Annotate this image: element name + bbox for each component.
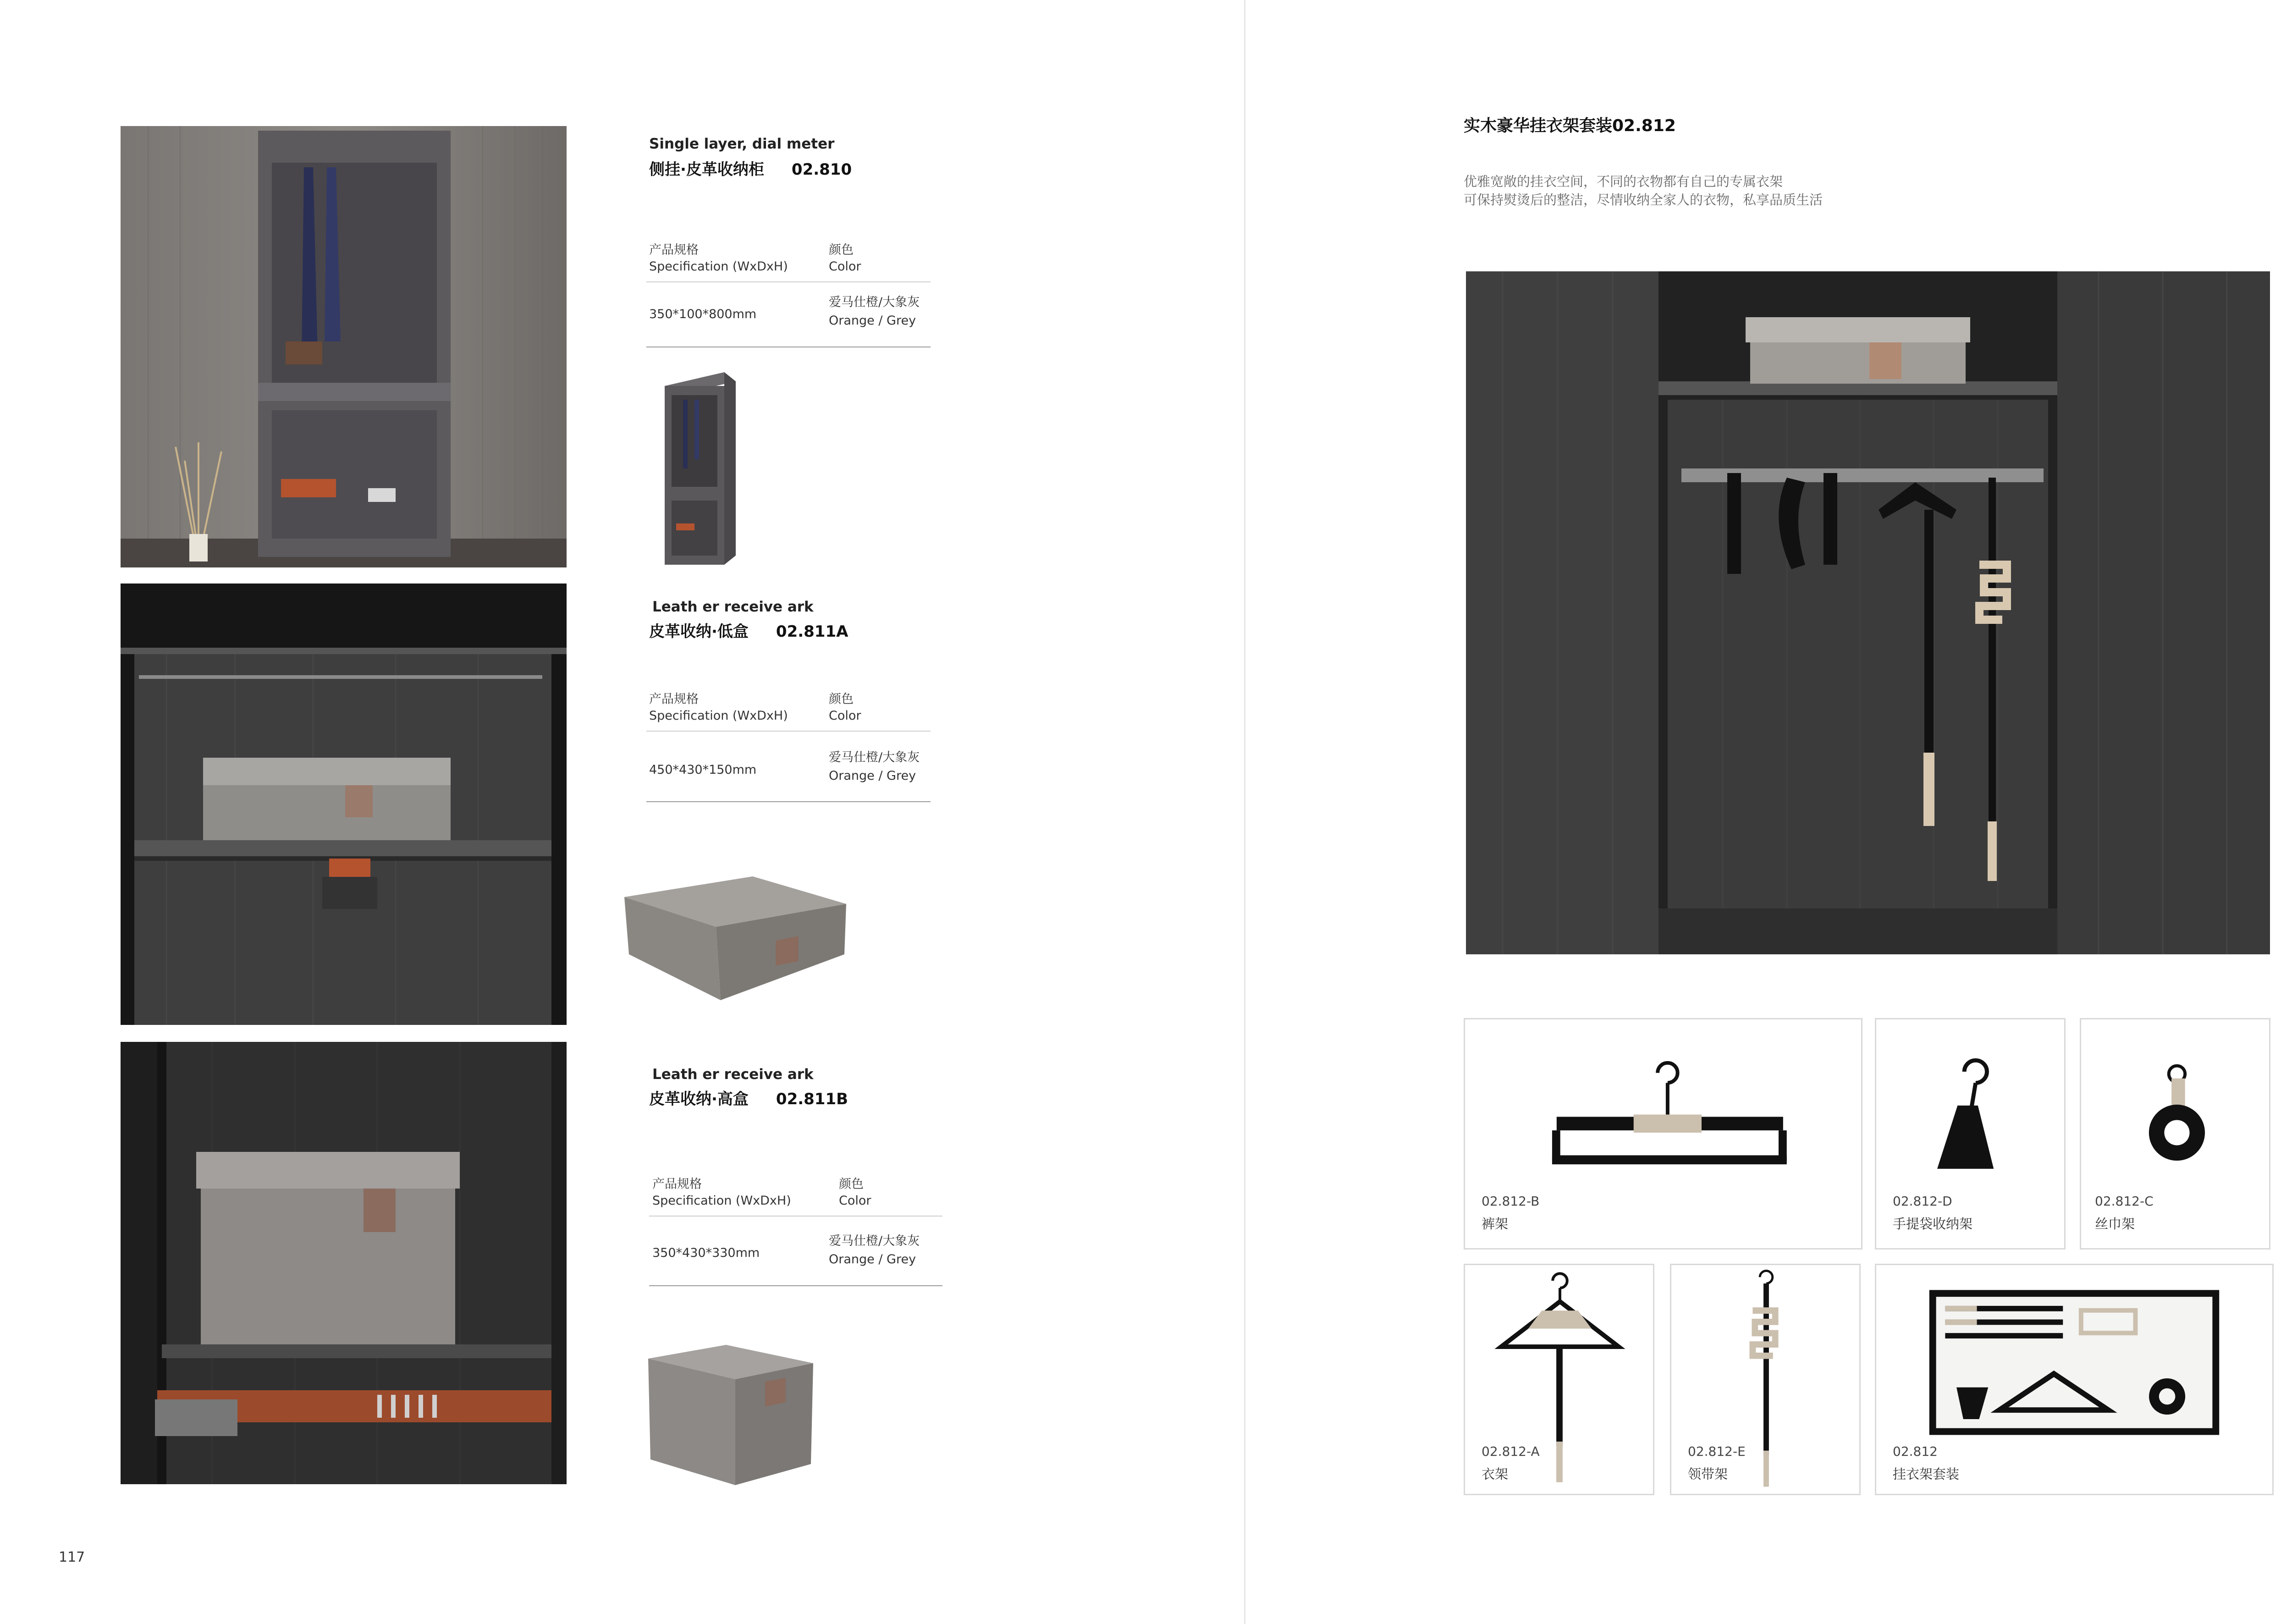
spec-color-en: Orange / Grey bbox=[829, 769, 916, 783]
spec-color bbox=[829, 293, 920, 330]
photo-side-hanging-cabinet bbox=[121, 126, 567, 567]
description-line: 优雅宽敞的挂衣空间，不同的衣物都有自己的专属衣架 bbox=[1464, 174, 1783, 189]
product-cn-name: 皮革收纳·高盒 bbox=[649, 1090, 749, 1108]
product-cn-title bbox=[649, 1086, 848, 1109]
color-label bbox=[829, 242, 861, 275]
color-label-en: Color bbox=[829, 259, 861, 274]
spec-label bbox=[652, 1176, 791, 1209]
item-name: 衣架 bbox=[1482, 1466, 1509, 1482]
photo-tall-box bbox=[121, 1042, 567, 1484]
spec-color bbox=[829, 1232, 920, 1269]
item-code: 02.812-D bbox=[1893, 1194, 1952, 1209]
product-code: 02.811B bbox=[776, 1090, 848, 1108]
spec-label-cn: 产品规格 bbox=[652, 1177, 702, 1191]
coat-hanger-icon bbox=[1465, 1265, 1653, 1494]
product-code: 02.811A bbox=[776, 622, 848, 641]
spec-label-en: Specification (WxDxH) bbox=[649, 259, 788, 274]
item-code: 02.812-B bbox=[1482, 1194, 1540, 1209]
trouser-hanger-icon bbox=[1465, 1019, 1861, 1248]
spec-label bbox=[649, 691, 788, 724]
item-tile-scarf-ring bbox=[2080, 1018, 2270, 1250]
item-name: 挂衣架套装 bbox=[1893, 1466, 1960, 1482]
spec-size: 350*100*800mm bbox=[649, 307, 757, 321]
spec-divider bbox=[646, 281, 931, 282]
spec-color-cn: 爱马仕橙/大象灰 bbox=[829, 1234, 920, 1248]
item-name: 领带架 bbox=[1688, 1466, 1728, 1482]
item-code: 02.812-A bbox=[1482, 1444, 1540, 1459]
color-label-en: Color bbox=[829, 709, 861, 723]
item-tile-tie-hanger bbox=[1670, 1264, 1861, 1495]
color-label-cn: 颜色 bbox=[829, 692, 854, 706]
item-name: 手提袋收纳架 bbox=[1893, 1216, 1973, 1232]
spec-color-en: Orange / Grey bbox=[829, 1252, 916, 1266]
color-label bbox=[839, 1176, 871, 1209]
spec-bottom-rule bbox=[646, 801, 931, 802]
spec-divider bbox=[646, 731, 931, 732]
spec-label bbox=[649, 242, 788, 275]
product-image-cabinet bbox=[656, 372, 743, 565]
spec-divider bbox=[649, 1216, 942, 1217]
color-label-cn: 颜色 bbox=[829, 243, 854, 257]
spec-size: 450*430*150mm bbox=[649, 763, 757, 777]
item-code: 02.812 bbox=[1893, 1444, 1938, 1459]
item-tile-handbag-hook bbox=[1875, 1018, 2066, 1250]
item-name: 丝巾架 bbox=[2095, 1216, 2135, 1232]
spec-size: 350*430*330mm bbox=[652, 1246, 760, 1260]
color-label-cn: 颜色 bbox=[839, 1177, 864, 1191]
hero-wardrobe-photo bbox=[1466, 271, 2270, 954]
product-image-tall-box bbox=[648, 1345, 813, 1485]
item-code: 02.812-E bbox=[1688, 1444, 1746, 1459]
spec-label-cn: 产品规格 bbox=[649, 243, 699, 257]
item-name: 裤架 bbox=[1482, 1216, 1509, 1232]
description-line: 可保持熨烫后的整洁，尽情收纳全家人的衣物，私享品质生活 bbox=[1464, 192, 1823, 208]
item-code: 02.812-C bbox=[2095, 1194, 2154, 1209]
spec-label-en: Specification (WxDxH) bbox=[649, 709, 788, 723]
spec-label-en: Specification (WxDxH) bbox=[652, 1194, 791, 1208]
product-code: 02.810 bbox=[791, 160, 852, 179]
tie-hanger-icon bbox=[1671, 1265, 1859, 1494]
product-cn-name: 皮革收纳·低盒 bbox=[649, 622, 749, 641]
page-number: 117 bbox=[59, 1549, 85, 1565]
product-cn-title bbox=[649, 619, 848, 641]
product-en-title: Leath er receive ark bbox=[652, 1066, 814, 1083]
page-description bbox=[1464, 172, 1823, 209]
color-label-en: Color bbox=[839, 1194, 871, 1208]
spec-color-en: Orange / Grey bbox=[829, 314, 916, 328]
page-title: 实木豪华挂衣架套装02.812 bbox=[1464, 116, 1676, 135]
product-en-title: Leath er receive ark bbox=[652, 599, 814, 615]
product-cn-title bbox=[649, 157, 852, 179]
spec-label-cn: 产品规格 bbox=[649, 692, 699, 706]
item-tile-coat-hanger bbox=[1464, 1264, 1654, 1495]
hanger-set-icon bbox=[1876, 1265, 2272, 1494]
spec-bottom-rule bbox=[649, 1285, 942, 1286]
product-cn-name: 侧挂·皮革收纳柜 bbox=[649, 160, 764, 179]
photo-low-box bbox=[121, 584, 567, 1025]
color-label bbox=[829, 691, 861, 724]
item-tile-hanger-set bbox=[1875, 1264, 2274, 1495]
spread-divider bbox=[1244, 0, 1245, 1624]
spec-color-cn: 爱马仕橙/大象灰 bbox=[829, 295, 920, 309]
spec-color bbox=[829, 749, 920, 785]
product-en-title: Single layer, dial meter bbox=[649, 136, 835, 152]
item-tile-trouser-hanger bbox=[1464, 1018, 1862, 1250]
product-image-low-box bbox=[624, 876, 846, 1000]
spec-color-cn: 爱马仕橙/大象灰 bbox=[829, 750, 920, 765]
